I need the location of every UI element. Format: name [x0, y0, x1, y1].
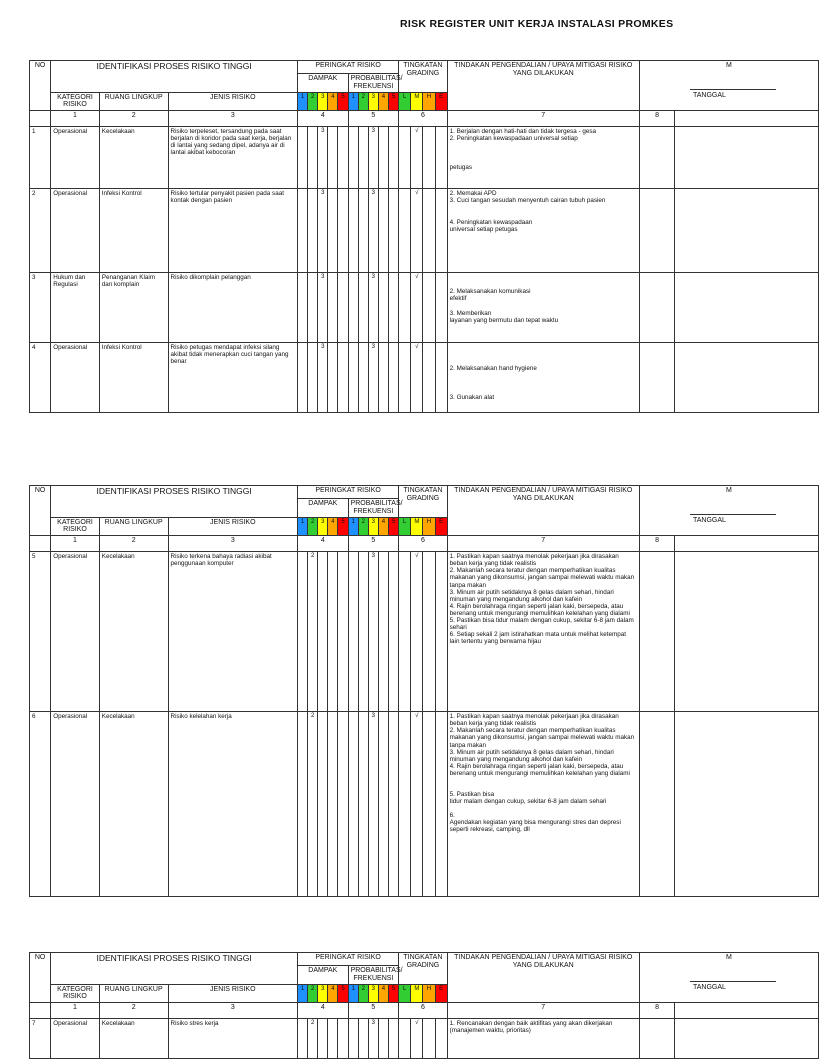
risk-table	[29, 952, 819, 1059]
probabilitas-scale-cell: 5	[389, 517, 399, 536]
dampak-empty-cell	[298, 1019, 308, 1059]
row-jenis-risiko: Risiko stres kerja	[168, 1019, 297, 1059]
column-number: 6	[399, 1003, 448, 1019]
dampak-empty-cell	[308, 273, 318, 343]
grading-scale-cell: E	[435, 984, 447, 1003]
row-jenis-risiko: Risiko petugas mendapat infeksi silang akibat tidak menerapkan cuci tangan yang benar	[168, 343, 297, 413]
probabilitas-empty-cell	[348, 343, 358, 413]
grading-checkmark: √	[411, 127, 423, 189]
header-dampak: DAMPAK	[298, 74, 349, 93]
header-ruang: RUANG LINGKUP	[99, 984, 168, 1003]
probabilitas-scale-cell: 4	[378, 984, 388, 1003]
column-number	[30, 1003, 51, 1019]
dampak-scale-cell: 4	[328, 92, 338, 111]
column-number: 8	[639, 111, 674, 127]
dampak-empty-cell	[328, 1019, 338, 1059]
header-identifikasi: IDENTIFIKASI PROSES RISIKO TINGGI	[51, 61, 298, 93]
dampak-empty-cell	[318, 1019, 328, 1059]
grading-scale-cell: H	[423, 92, 435, 111]
header-kategori: KATEGORI RISIKO	[51, 92, 100, 111]
grading-scale-cell: E	[435, 92, 447, 111]
header-monitoring: M	[639, 61, 818, 111]
probabilitas-empty-cell	[358, 712, 368, 897]
row-no: 1	[30, 127, 51, 189]
row-jenis-risiko: Risiko kelelahan kerja	[168, 712, 297, 897]
dampak-empty-cell	[338, 127, 348, 189]
dampak-empty-cell	[298, 343, 308, 413]
column-number: 4	[298, 111, 349, 127]
grading-scale-cell: L	[399, 517, 411, 536]
row-extra	[675, 273, 819, 343]
probabilitas-empty-cell	[378, 273, 388, 343]
row-tanggal	[639, 273, 674, 343]
probabilitas-empty-cell	[389, 273, 399, 343]
probabilitas-empty-cell	[348, 552, 358, 712]
row-extra	[675, 189, 819, 273]
grading-empty-cell	[399, 552, 411, 712]
header-monitoring: M	[639, 953, 818, 1003]
row-no: 6	[30, 712, 51, 897]
probabilitas-value: 3	[368, 712, 378, 897]
probabilitas-scale-cell: 2	[358, 92, 368, 111]
column-number: 1	[51, 1003, 100, 1019]
dampak-empty-cell	[328, 552, 338, 712]
table-row	[30, 343, 819, 413]
header-tingkatan: TINGKATAN GRADING	[399, 953, 448, 985]
dampak-scale-cell: 3	[318, 517, 328, 536]
row-extra	[675, 712, 819, 897]
header-ruang: RUANG LINGKUP	[99, 92, 168, 111]
header-peringkat: PERINGKAT RISIKO	[298, 61, 399, 74]
grading-empty-cell	[399, 712, 411, 897]
dampak-scale-cell: 2	[308, 517, 318, 536]
header-tindakan: TINDAKAN PENGENDALIAN / UPAYA MITIGASI RISIKO YANG DILAKUKAN	[447, 61, 639, 111]
table-row	[30, 273, 819, 343]
grading-checkmark: √	[411, 343, 423, 413]
row-no: 3	[30, 273, 51, 343]
grading-empty-cell	[399, 1019, 411, 1059]
row-kategori: Operasional	[51, 189, 100, 273]
dampak-empty-cell	[298, 273, 308, 343]
dampak-scale-cell: 2	[308, 92, 318, 111]
probabilitas-scale-cell: 3	[368, 517, 378, 536]
column-number: 4	[298, 1003, 349, 1019]
column-number: 6	[399, 111, 448, 127]
table-block-3	[29, 952, 768, 1035]
dampak-scale-cell: 1	[298, 517, 308, 536]
column-number: 7	[447, 1003, 639, 1019]
row-kategori: Operasional	[51, 343, 100, 413]
column-number: 3	[168, 1003, 297, 1019]
dampak-empty-cell	[328, 712, 338, 897]
grading-scale-cell: L	[399, 92, 411, 111]
row-extra	[675, 1019, 819, 1059]
probabilitas-empty-cell	[348, 189, 358, 273]
column-number: 3	[168, 536, 297, 552]
grading-scale-cell: H	[423, 984, 435, 1003]
header-jenis: JENIS RISIKO	[168, 984, 297, 1003]
dampak-empty-cell	[308, 127, 318, 189]
header-monitoring: M	[639, 486, 818, 536]
probabilitas-empty-cell	[358, 343, 368, 413]
row-ruang-lingkup: Kecelakaan	[99, 1019, 168, 1059]
header-jenis: JENIS RISIKO	[168, 92, 297, 111]
column-number: 6	[399, 536, 448, 552]
grading-scale-cell: E	[435, 517, 447, 536]
grading-scale-cell: H	[423, 517, 435, 536]
probabilitas-empty-cell	[389, 189, 399, 273]
row-ruang-lingkup: Infeksi Kontrol	[99, 189, 168, 273]
header-tanggal: TANGGAL	[690, 514, 776, 526]
grading-empty-cell	[435, 189, 447, 273]
dampak-scale-cell: 4	[328, 517, 338, 536]
probabilitas-scale-cell: 5	[389, 984, 399, 1003]
dampak-scale-cell: 4	[328, 984, 338, 1003]
column-number: 5	[348, 1003, 399, 1019]
column-number: 1	[51, 536, 100, 552]
row-ruang-lingkup: Penanganan Klaim dan komplain	[99, 273, 168, 343]
column-number: 5	[348, 536, 399, 552]
row-ruang-lingkup: Kecelakaan	[99, 127, 168, 189]
column-number: 8	[639, 536, 674, 552]
probabilitas-scale-cell: 1	[348, 984, 358, 1003]
probabilitas-empty-cell	[378, 127, 388, 189]
probabilitas-empty-cell	[348, 712, 358, 897]
probabilitas-empty-cell	[389, 712, 399, 897]
grading-empty-cell	[423, 712, 435, 897]
column-number: 7	[447, 111, 639, 127]
dampak-value: 2	[308, 1019, 318, 1059]
grading-scale-cell: M	[411, 517, 423, 536]
probabilitas-value: 3	[368, 343, 378, 413]
probabilitas-empty-cell	[389, 552, 399, 712]
row-kategori: Hukum dan Regulasi	[51, 273, 100, 343]
probabilitas-empty-cell	[389, 343, 399, 413]
grading-checkmark: √	[411, 273, 423, 343]
probabilitas-empty-cell	[378, 1019, 388, 1059]
probabilitas-empty-cell	[358, 1019, 368, 1059]
dampak-empty-cell	[298, 189, 308, 273]
table-row	[30, 712, 819, 897]
table-row	[30, 127, 819, 189]
row-kategori: Operasional	[51, 127, 100, 189]
dampak-empty-cell	[318, 552, 328, 712]
dampak-value: 3	[318, 273, 328, 343]
probabilitas-empty-cell	[378, 189, 388, 273]
row-mitigasi: 1. Berjalan dengan hati-hati dan tidak tergesa - gesa 2. Peningkatan kewaspadaan universal setiap petugas	[447, 127, 639, 189]
dampak-empty-cell	[318, 712, 328, 897]
dampak-scale-cell: 2	[308, 984, 318, 1003]
header-dampak: DAMPAK	[298, 499, 349, 518]
column-number	[675, 536, 819, 552]
row-mitigasi: 1. Pastikan kapan saatnya menolak pekerjaan jika dirasakan beban kerja yang tidak realistis 2. Makanlah secara teratur dengan memperhatikan kualitas makanan yang dikonsumsi, jangan sampai melewati waktu makan tanpa makan 3. Minum air putih setidaknya 8 gelas dalam sehari, hindari minuman yang mengandung alkohol dan kafein 4. Rajin berolahraga ringan seperti jalan kaki, bersepeda, atau berenang untuk mengurangi memulihkan kelelahan yang dialami 5. Pastikan bisa tidur malam dengan cukup, sekitar 6-8 jam dalam sehari 6. Setiap sekali 2 jam istirahatkan mata untuk melihat ketempat lain tertentu yang berwarna hijau	[447, 552, 639, 712]
dampak-value: 3	[318, 189, 328, 273]
header-tingkatan: TINGKATAN GRADING	[399, 486, 448, 518]
row-tanggal	[639, 552, 674, 712]
header-jenis: JENIS RISIKO	[168, 517, 297, 536]
row-ruang-lingkup: Kecelakaan	[99, 712, 168, 897]
row-tanggal	[639, 127, 674, 189]
row-jenis-risiko: Risiko tertular penyakit pasien pada saat kontak dengan pasien	[168, 189, 297, 273]
dampak-scale-cell: 5	[338, 517, 348, 536]
grading-empty-cell	[423, 189, 435, 273]
grading-checkmark: √	[411, 189, 423, 273]
row-tanggal	[639, 1019, 674, 1059]
dampak-value: 3	[318, 343, 328, 413]
table-block-2	[29, 485, 768, 925]
header-no: NO	[30, 953, 51, 1003]
table-block-1	[29, 60, 768, 424]
probabilitas-value: 3	[368, 552, 378, 712]
table-row	[30, 552, 819, 712]
header-peringkat: PERINGKAT RISIKO	[298, 486, 399, 499]
dampak-empty-cell	[328, 273, 338, 343]
dampak-value: 2	[308, 712, 318, 897]
row-no: 7	[30, 1019, 51, 1059]
grading-empty-cell	[435, 552, 447, 712]
header-probabilitas: PROBABILITAS/ FREKUENSI	[348, 966, 399, 985]
probabilitas-empty-cell	[389, 1019, 399, 1059]
column-number: 4	[298, 536, 349, 552]
dampak-empty-cell	[328, 343, 338, 413]
row-ruang-lingkup: Kecelakaan	[99, 552, 168, 712]
probabilitas-empty-cell	[378, 552, 388, 712]
table-row	[30, 1019, 819, 1059]
row-tanggal	[639, 189, 674, 273]
risk-table	[29, 60, 819, 413]
probabilitas-scale-cell: 3	[368, 984, 378, 1003]
probabilitas-scale-cell: 2	[358, 517, 368, 536]
row-jenis-risiko: Risiko dikomplain pelanggan	[168, 273, 297, 343]
column-number	[675, 1003, 819, 1019]
row-kategori: Operasional	[51, 712, 100, 897]
probabilitas-value: 3	[368, 273, 378, 343]
row-mitigasi: 2. Melaksanakan hand hygiene 3. Gunakan alat	[447, 343, 639, 413]
row-jenis-risiko: Risiko terkena bahaya radiasi akibat penggunaan komputer	[168, 552, 297, 712]
probabilitas-scale-cell: 1	[348, 92, 358, 111]
probabilitas-scale-cell: 2	[358, 984, 368, 1003]
column-number: 2	[99, 1003, 168, 1019]
dampak-value: 2	[308, 552, 318, 712]
dampak-empty-cell	[308, 189, 318, 273]
dampak-empty-cell	[338, 189, 348, 273]
grading-empty-cell	[435, 1019, 447, 1059]
header-tindakan: TINDAKAN PENGENDALIAN / UPAYA MITIGASI RISIKO YANG DILAKUKAN	[447, 953, 639, 1003]
row-jenis-risiko: Risiko terpeleset, tersandung pada saat berjalan di koridor pada saat kerja, berjalan di lantai yang sedang dipel, adanya air di lantai akibat kebocoran	[168, 127, 297, 189]
row-mitigasi: 1. Rencanakan dengan baik aktifitas yang akan dikerjakan (manajemen waktu, prioritas)	[447, 1019, 639, 1059]
probabilitas-empty-cell	[348, 273, 358, 343]
grading-empty-cell	[399, 273, 411, 343]
dampak-empty-cell	[338, 273, 348, 343]
probabilitas-scale-cell: 1	[348, 517, 358, 536]
column-number: 3	[168, 111, 297, 127]
grading-empty-cell	[399, 343, 411, 413]
column-number: 8	[639, 1003, 674, 1019]
row-no: 5	[30, 552, 51, 712]
column-number: 1	[51, 111, 100, 127]
document-title: RISK REGISTER UNIT KERJA INSTALASI PROMKES	[400, 18, 674, 30]
row-no: 4	[30, 343, 51, 413]
header-identifikasi: IDENTIFIKASI PROSES RISIKO TINGGI	[51, 953, 298, 985]
grading-empty-cell	[423, 343, 435, 413]
header-no: NO	[30, 61, 51, 111]
grading-empty-cell	[399, 189, 411, 273]
header-ruang: RUANG LINGKUP	[99, 517, 168, 536]
row-mitigasi: 1. Pastikan kapan saatnya menolak pekerjaan jika dirasakan beban kerja yang tidak realistis 2. Makanlah secara teratur dengan memperhatikan kualitas makanan yang dikonsumsi, jangan sampai melewati waktu makan tanpa makan 3. Minum air putih setidaknya 8 gelas dalam sehari, hindari minuman yang mengandung alkohol dan kafein 4. Rajin berolahraga ringan seperti jalan kaki, bersepeda, atau berenang untuk mengurangi memulihkan kelelahan yang dialami 5. Pastikan bisa tidur malam dengan cukup, sekitar 6-8 jam dalam sehari 6. Agendakan kegiatan yang bisa mengurangi stres dan depresi seperti rekreasi, camping, dll	[447, 712, 639, 897]
column-number: 2	[99, 111, 168, 127]
probabilitas-empty-cell	[358, 552, 368, 712]
probabilitas-value: 3	[368, 189, 378, 273]
grading-empty-cell	[435, 712, 447, 897]
dampak-value: 3	[318, 127, 328, 189]
probabilitas-empty-cell	[348, 127, 358, 189]
dampak-empty-cell	[338, 552, 348, 712]
dampak-empty-cell	[298, 552, 308, 712]
probabilitas-empty-cell	[378, 343, 388, 413]
dampak-empty-cell	[338, 343, 348, 413]
grading-empty-cell	[435, 127, 447, 189]
header-tanggal: TANGGAL	[690, 89, 776, 101]
dampak-scale-cell: 5	[338, 92, 348, 111]
grading-empty-cell	[423, 552, 435, 712]
dampak-scale-cell: 1	[298, 92, 308, 111]
header-tindakan: TINDAKAN PENGENDALIAN / UPAYA MITIGASI RISIKO YANG DILAKUKAN	[447, 486, 639, 536]
table-row	[30, 189, 819, 273]
probabilitas-empty-cell	[358, 189, 368, 273]
grading-checkmark: √	[411, 1019, 423, 1059]
header-identifikasi: IDENTIFIKASI PROSES RISIKO TINGGI	[51, 486, 298, 518]
grading-scale-cell: M	[411, 92, 423, 111]
header-tanggal: TANGGAL	[690, 981, 776, 993]
dampak-scale-cell: 3	[318, 984, 328, 1003]
header-tingkatan: TINGKATAN GRADING	[399, 61, 448, 93]
dampak-empty-cell	[308, 343, 318, 413]
grading-checkmark: √	[411, 712, 423, 897]
probabilitas-empty-cell	[378, 712, 388, 897]
header-dampak: DAMPAK	[298, 966, 349, 985]
grading-empty-cell	[435, 273, 447, 343]
grading-checkmark: √	[411, 552, 423, 712]
row-tanggal	[639, 343, 674, 413]
column-number	[30, 111, 51, 127]
row-mitigasi: 2. Melaksanakan komunikasi efektif 3. Memberikan layanan yang bermutu dan tepat waktu	[447, 273, 639, 343]
row-kategori: Operasional	[51, 552, 100, 712]
grading-empty-cell	[399, 127, 411, 189]
dampak-empty-cell	[298, 712, 308, 897]
dampak-empty-cell	[338, 1019, 348, 1059]
header-peringkat: PERINGKAT RISIKO	[298, 953, 399, 966]
column-number: 7	[447, 536, 639, 552]
probabilitas-scale-cell: 5	[389, 92, 399, 111]
probabilitas-empty-cell	[358, 273, 368, 343]
row-extra	[675, 343, 819, 413]
probabilitas-value: 3	[368, 127, 378, 189]
row-tanggal	[639, 712, 674, 897]
grading-scale-cell: L	[399, 984, 411, 1003]
risk-table	[29, 485, 819, 897]
probabilitas-scale-cell: 4	[378, 517, 388, 536]
probabilitas-value: 3	[368, 1019, 378, 1059]
probabilitas-empty-cell	[389, 127, 399, 189]
dampak-scale-cell: 5	[338, 984, 348, 1003]
dampak-empty-cell	[328, 189, 338, 273]
column-number: 5	[348, 111, 399, 127]
grading-scale-cell: M	[411, 984, 423, 1003]
dampak-empty-cell	[298, 127, 308, 189]
dampak-empty-cell	[328, 127, 338, 189]
header-kategori: KATEGORI RISIKO	[51, 517, 100, 536]
header-probabilitas: PROBABILITAS/ FREKUENSI	[348, 74, 399, 93]
column-number: 2	[99, 536, 168, 552]
probabilitas-empty-cell	[358, 127, 368, 189]
header-probabilitas: PROBABILITAS/ FREKUENSI	[348, 499, 399, 518]
probabilitas-scale-cell: 3	[368, 92, 378, 111]
header-no: NO	[30, 486, 51, 536]
row-kategori: Operasional	[51, 1019, 100, 1059]
grading-empty-cell	[423, 1019, 435, 1059]
row-mitigasi: 2. Memakai APD 3. Cuci tangan sesudah menyentuh cairan tubuh pasien 4. Peningkatan kewaspadaan universal setiap petugas	[447, 189, 639, 273]
grading-empty-cell	[423, 273, 435, 343]
probabilitas-empty-cell	[348, 1019, 358, 1059]
header-kategori: KATEGORI RISIKO	[51, 984, 100, 1003]
column-number	[30, 536, 51, 552]
column-number	[675, 111, 819, 127]
row-ruang-lingkup: Infeksi Kontrol	[99, 343, 168, 413]
row-no: 2	[30, 189, 51, 273]
grading-empty-cell	[435, 343, 447, 413]
row-extra	[675, 127, 819, 189]
probabilitas-scale-cell: 4	[378, 92, 388, 111]
grading-empty-cell	[423, 127, 435, 189]
dampak-scale-cell: 3	[318, 92, 328, 111]
dampak-empty-cell	[338, 712, 348, 897]
row-extra	[675, 552, 819, 712]
dampak-scale-cell: 1	[298, 984, 308, 1003]
